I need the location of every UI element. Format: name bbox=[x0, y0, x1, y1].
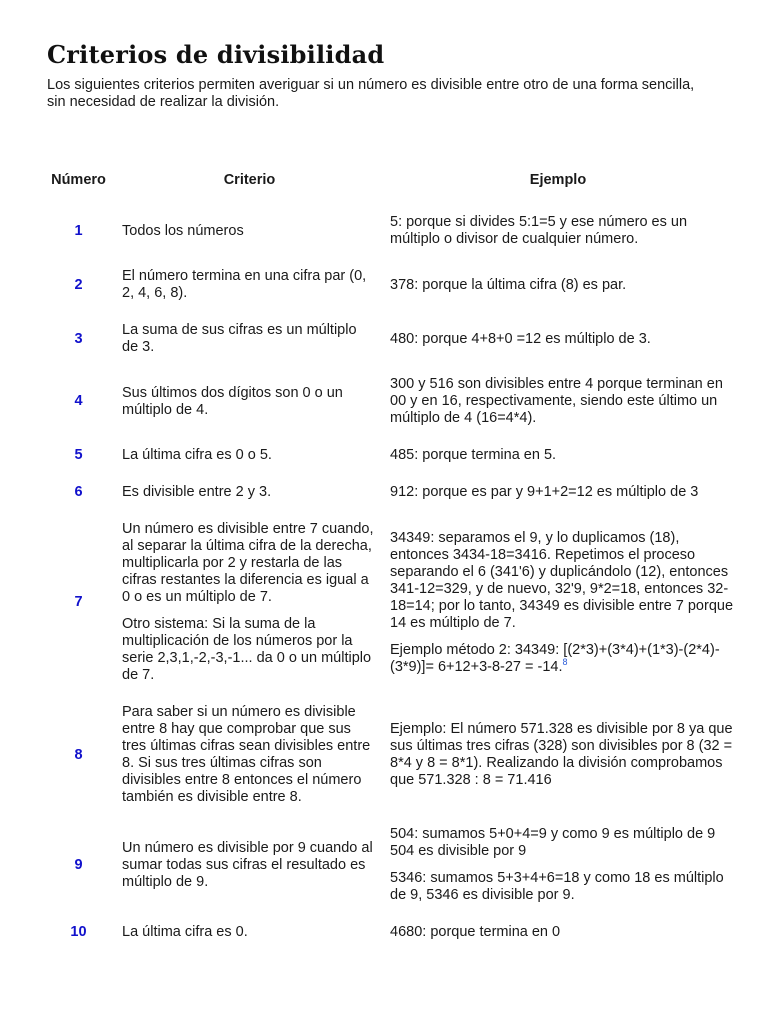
table-row bbox=[40, 694, 734, 816]
divisibility-table bbox=[40, 148, 734, 951]
ejemplo-text bbox=[390, 277, 734, 294]
criterio-text: La suma de sus cifras es un múltiplo de 3. bbox=[122, 322, 357, 355]
header-numero: Número bbox=[51, 171, 106, 188]
row-number: 3 bbox=[74, 330, 83, 347]
criterio-text: La última cifra es 0 o 5. bbox=[122, 447, 272, 463]
row-ejemplo bbox=[382, 816, 734, 914]
row-criterio bbox=[117, 694, 382, 816]
ejemplo-text bbox=[390, 376, 734, 427]
row-ejemplo bbox=[382, 204, 734, 258]
intro-paragraph: Los siguientes criterios permiten averiguar si un número es divisible entre otro de una forma sencilla, sin necesidad de realizar la división. bbox=[47, 77, 695, 110]
table-header bbox=[40, 148, 734, 204]
row-ejemplo bbox=[382, 511, 734, 694]
ejemplo-text-content: 34349: separamos el 9, y lo duplicamos (18), entonces 3434-18=3416. Repetimos el proceso separando el 6 (341'6) y duplicándolo (12), entonces 341-12=329, y de nuevo, 32'9, 9*2=18, entonces 32-18=14; por lo tanto, 34349 es divisible entre 7 porque 14 es múltiplo de 7. bbox=[390, 529, 734, 631]
ejemplo-text-content: 912: porque es par y 9+1+2=12 es múltiplo de 3 bbox=[390, 484, 699, 500]
ejemplo-text bbox=[390, 870, 734, 904]
criterio-text: Para saber si un número es divisible entre 8 hay que comprobar que sus tres últimas cifras sean divisibles entre 8. Si sus tres últimas cifras son divisibles entre 8 entonces el número también es divisible entre 8. bbox=[122, 704, 371, 805]
row-criterio bbox=[117, 914, 382, 951]
table-row bbox=[40, 204, 734, 258]
row-ejemplo bbox=[382, 914, 734, 951]
row-number: 1 bbox=[74, 222, 83, 239]
ejemplo-text bbox=[390, 484, 734, 501]
row-number: 2 bbox=[74, 276, 83, 293]
row-criterio bbox=[117, 366, 382, 437]
row-number: 8 bbox=[74, 746, 83, 763]
ejemplo-text bbox=[390, 642, 734, 676]
ejemplo-text-content: 5: porque si divides 5:1=5 y ese número es un múltiplo o divisor de cualquier número. bbox=[390, 214, 688, 247]
row-ejemplo bbox=[382, 694, 734, 816]
row-number: 7 bbox=[74, 594, 83, 610]
header-criterio: Criterio bbox=[223, 171, 276, 188]
row-ejemplo bbox=[382, 258, 734, 312]
criterio-text: El número termina en una cifra par (0, 2, 4, 6, 8). bbox=[122, 268, 367, 301]
ejemplo-text-content: 378: porque la última cifra (8) es par. bbox=[390, 276, 627, 293]
ejemplo-text bbox=[390, 924, 734, 941]
ejemplo-text-content: 300 y 516 son divisibles entre 4 porque terminan en 00 y en 16, respectivamente, siendo este último un múltiplo de 4 (16=4*4). bbox=[390, 376, 723, 426]
criterio-text: Un número es divisible entre 7 cuando, al separar la última cifra de la derecha, multiplicarla por 2 y restarla de las cifras restantes la diferencia es igual a 0 o es un múltiplo de 7. bbox=[122, 521, 374, 605]
footnote-reference-link[interactable]: 8 bbox=[562, 656, 568, 667]
criterio-text: Un número es divisible por 9 cuando al sumar todas sus cifras el resultado es múltiplo de 9. bbox=[122, 839, 373, 890]
row-criterio bbox=[117, 312, 382, 366]
row-number: 5 bbox=[74, 447, 83, 463]
page-title: Criterios de divisibilidad bbox=[47, 40, 385, 69]
ejemplo-text-content: 485: porque termina en 5. bbox=[390, 447, 557, 463]
ejemplo-text bbox=[390, 530, 734, 632]
table-row bbox=[40, 437, 734, 474]
row-criterio bbox=[117, 816, 382, 914]
row-ejemplo bbox=[382, 437, 734, 474]
ejemplo-text bbox=[390, 331, 734, 348]
row-criterio bbox=[117, 258, 382, 312]
criterio-text: Otro sistema: Si la suma de la multiplicación de los números por la serie 2,3,1,-2,-3,-1... da 0 o un múltiplo de 7. bbox=[122, 616, 372, 683]
row-ejemplo bbox=[382, 474, 734, 511]
header-ejemplo: Ejemplo bbox=[529, 171, 587, 188]
row-number: 9 bbox=[74, 856, 83, 873]
table-row bbox=[40, 474, 734, 511]
row-criterio bbox=[117, 204, 382, 258]
ejemplo-text bbox=[390, 721, 734, 789]
ejemplo-text-content: 4680: porque termina en 0 bbox=[390, 924, 561, 940]
table-row bbox=[40, 366, 734, 437]
table-row bbox=[40, 816, 734, 914]
criterio-text: La última cifra es 0. bbox=[122, 924, 248, 940]
row-ejemplo bbox=[382, 366, 734, 437]
row-number: 6 bbox=[74, 484, 83, 500]
ejemplo-text-content: 504: sumamos 5+0+4=9 y como 9 es múltiplo de 9 504 es divisible por 9 bbox=[390, 826, 716, 859]
table-row bbox=[40, 914, 734, 951]
ejemplo-text-content: Ejemplo método 2: 34349: [(2*3)+(3*4)+(1*3)-(2*4)-(3*9)]= 6+12+3-8-27 = -14. bbox=[390, 641, 720, 675]
ejemplo-text-content: 480: porque 4+8+0 =12 es múltiplo de 3. bbox=[390, 330, 651, 347]
row-criterio bbox=[117, 511, 382, 694]
criterio-text: Es divisible entre 2 y 3. bbox=[122, 484, 272, 500]
table-row bbox=[40, 312, 734, 366]
row-number: 4 bbox=[74, 393, 83, 409]
table-body bbox=[40, 204, 734, 951]
table-row bbox=[40, 511, 734, 694]
table-row bbox=[40, 258, 734, 312]
ejemplo-text bbox=[390, 826, 734, 860]
ejemplo-text bbox=[390, 447, 734, 464]
header-row bbox=[40, 148, 734, 204]
ejemplo-text-content: Ejemplo: El número 571.328 es divisible por 8 ya que sus últimas tres cifras (328) son divisibles por 8 (32 = 8*4 y 8 = 8*1). Realizando la división comprobamos que 571.328 : 8 = 71.416 bbox=[390, 721, 733, 788]
row-criterio bbox=[117, 437, 382, 474]
criterio-text: Sus últimos dos dígitos son 0 o un múltiplo de 4. bbox=[122, 384, 343, 418]
row-criterio bbox=[117, 474, 382, 511]
ejemplo-text bbox=[390, 214, 734, 248]
ejemplo-text-content: 5346: sumamos 5+3+4+6=18 y como 18 es múltiplo de 9, 5346 es divisible por 9. bbox=[390, 870, 724, 903]
row-ejemplo bbox=[382, 312, 734, 366]
criterio-text: Todos los números bbox=[122, 222, 244, 239]
row-number: 10 bbox=[70, 924, 87, 940]
